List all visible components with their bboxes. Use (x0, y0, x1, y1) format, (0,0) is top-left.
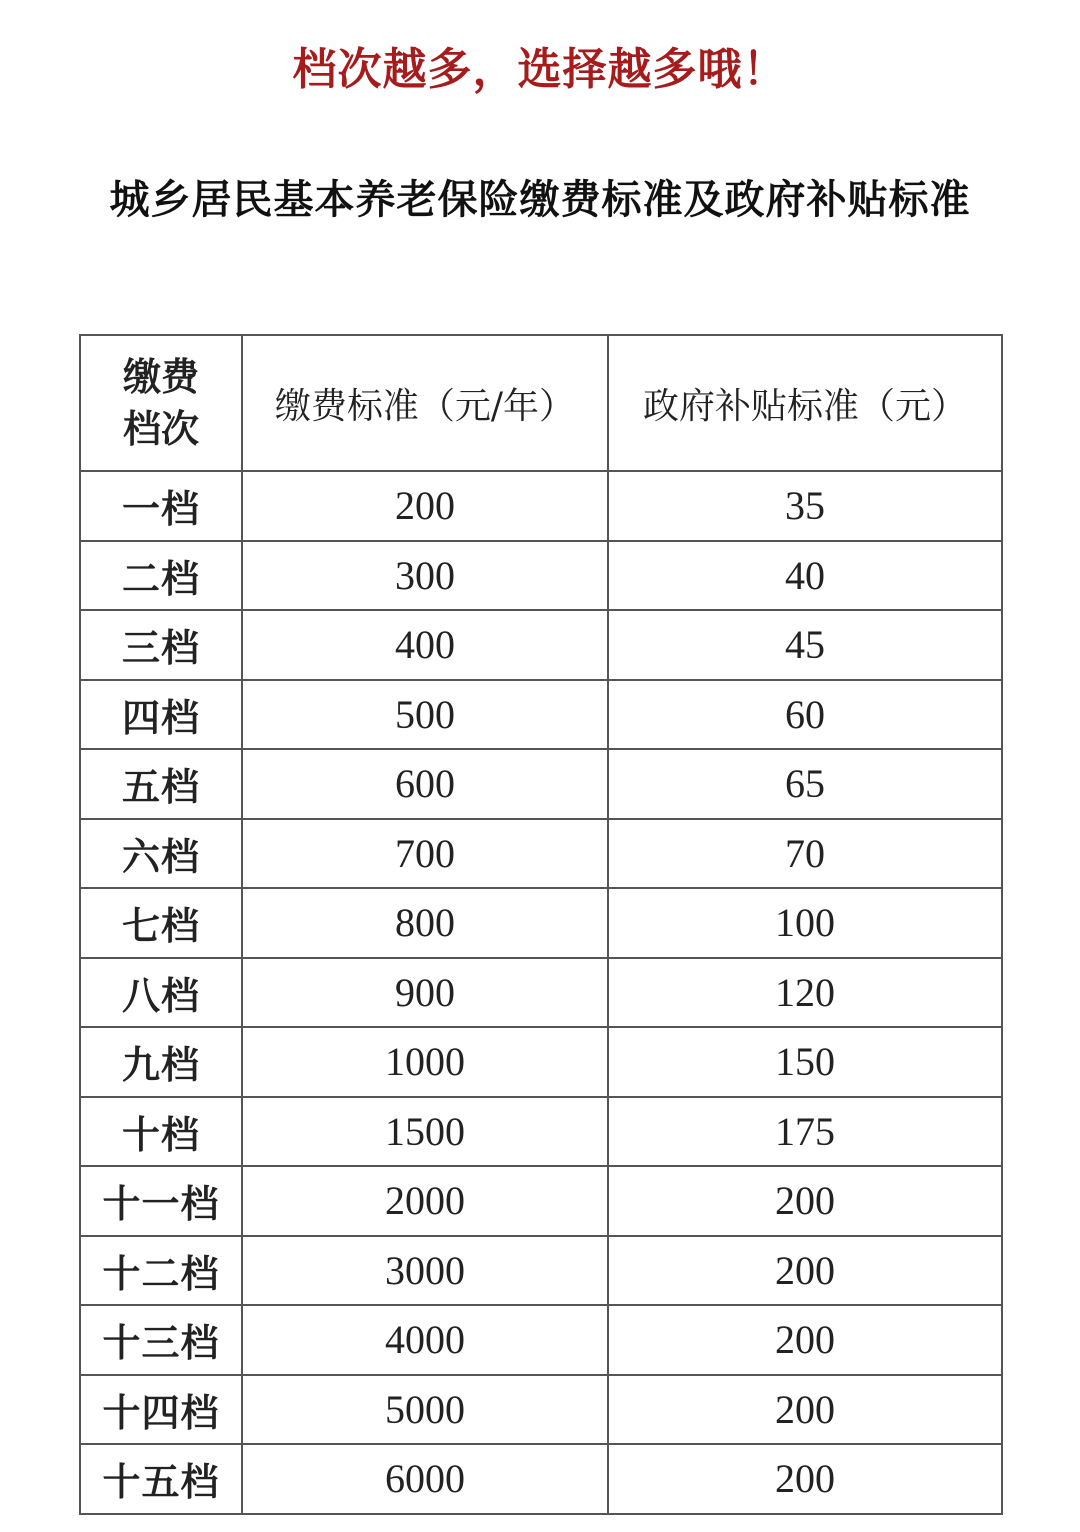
subsidy-cell: 100 (608, 888, 1002, 958)
standard-cell: 500 (242, 680, 608, 750)
subsidy-cell: 200 (608, 1305, 1002, 1375)
table-row (80, 1166, 1002, 1236)
level-cell: 六档 (80, 819, 242, 889)
standard-cell: 200 (242, 471, 608, 541)
table-row (80, 1097, 1002, 1167)
table-row (80, 680, 1002, 750)
subsidy-cell: 200 (608, 1236, 1002, 1306)
standard-cell: 1000 (242, 1027, 608, 1097)
level-cell: 十二档 (80, 1236, 242, 1306)
table-row (80, 541, 1002, 611)
header-level-line1: 缴费 (122, 354, 199, 399)
subsidy-cell: 40 (608, 541, 1002, 611)
headline: 档次越多，选择越多哦！ (292, 44, 788, 95)
header-standard: 缴费标准（元/年） (242, 335, 608, 471)
standard-cell: 2000 (242, 1166, 608, 1236)
subsidy-cell: 200 (608, 1375, 1002, 1445)
contribution-table (79, 334, 1003, 1515)
standard-cell: 300 (242, 541, 608, 611)
level-cell: 七档 (80, 888, 242, 958)
level-cell: 四档 (80, 680, 242, 750)
standard-cell: 4000 (242, 1305, 608, 1375)
table-row (80, 1375, 1002, 1445)
document-title: 城乡居民基本养老保险缴费标准及政府补贴标准 (109, 177, 971, 223)
level-cell: 三档 (80, 610, 242, 680)
level-cell: 二档 (80, 541, 242, 611)
table-row (80, 1236, 1002, 1306)
table-row (80, 1027, 1002, 1097)
table-row (80, 749, 1002, 819)
level-cell: 十一档 (80, 1166, 242, 1236)
subsidy-cell: 60 (608, 680, 1002, 750)
table-row (80, 1305, 1002, 1375)
table-row (80, 958, 1002, 1028)
standard-cell: 700 (242, 819, 608, 889)
level-cell: 五档 (80, 749, 242, 819)
level-cell: 十档 (80, 1097, 242, 1167)
level-cell: 八档 (80, 958, 242, 1028)
table-row (80, 888, 1002, 958)
subsidy-cell: 120 (608, 958, 1002, 1028)
table-row (80, 1444, 1002, 1514)
subsidy-cell: 175 (608, 1097, 1002, 1167)
subsidy-cell: 35 (608, 471, 1002, 541)
header-level-line2: 档次 (122, 406, 199, 451)
standard-cell: 900 (242, 958, 608, 1028)
subsidy-cell: 70 (608, 819, 1002, 889)
level-cell: 十三档 (80, 1305, 242, 1375)
standard-cell: 800 (242, 888, 608, 958)
standard-cell: 600 (242, 749, 608, 819)
level-cell: 九档 (80, 1027, 242, 1097)
standard-cell: 3000 (242, 1236, 608, 1306)
table-header-row (80, 335, 1002, 471)
header-subsidy: 政府补贴标准（元） (608, 335, 1002, 471)
standard-cell: 5000 (242, 1375, 608, 1445)
subsidy-cell: 45 (608, 610, 1002, 680)
table-row (80, 610, 1002, 680)
table-body (80, 471, 1002, 1514)
standard-cell: 400 (242, 610, 608, 680)
table-row (80, 471, 1002, 541)
level-cell: 十五档 (80, 1444, 242, 1514)
subsidy-cell: 65 (608, 749, 1002, 819)
header-level (80, 335, 242, 471)
table-row (80, 819, 1002, 889)
subsidy-cell: 200 (608, 1166, 1002, 1236)
level-cell: 十四档 (80, 1375, 242, 1445)
contribution-table-container (79, 334, 1001, 1515)
standard-cell: 1500 (242, 1097, 608, 1167)
subsidy-cell: 200 (608, 1444, 1002, 1514)
subsidy-cell: 150 (608, 1027, 1002, 1097)
level-cell: 一档 (80, 471, 242, 541)
standard-cell: 6000 (242, 1444, 608, 1514)
